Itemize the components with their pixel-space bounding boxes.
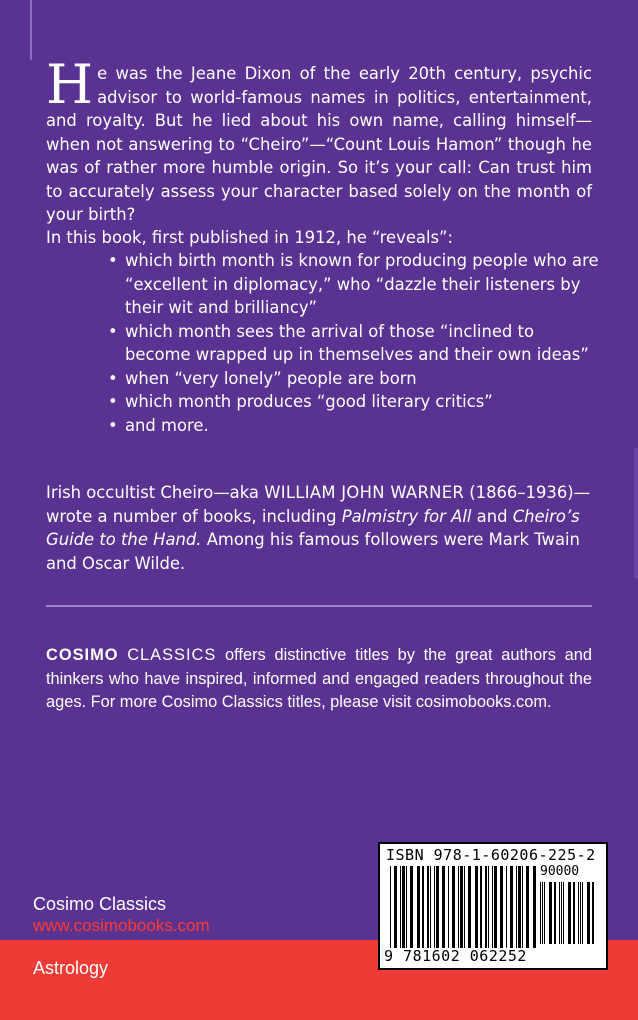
barcode-bar xyxy=(510,866,513,948)
barcode-bar xyxy=(542,882,543,944)
barcode-bar xyxy=(573,882,575,944)
barcode-digits: 9 781602 062252 xyxy=(384,947,527,965)
book-title: Cheiro’s Guide to the Hand. xyxy=(46,506,580,549)
barcode-bars xyxy=(390,866,540,948)
price-addon: 90000 xyxy=(540,864,580,879)
barcode-bar xyxy=(460,866,463,948)
barcode-bar xyxy=(492,866,493,948)
barcode-bar xyxy=(522,866,523,948)
barcode-bar xyxy=(526,866,529,948)
barcode-bar xyxy=(500,866,503,948)
list-item xyxy=(108,249,600,320)
brand-series: CLASSICS xyxy=(127,646,217,664)
drop-cap: H xyxy=(46,53,94,116)
promo-text: offers distinctive titles by the great authors and thinkers who have inspired, informed and engaged readers throughout the ages. For more Cosimo Classics titles, please visit cosimobooks.com. xyxy=(46,646,592,711)
barcode-bar xyxy=(468,866,471,948)
barcode-bar xyxy=(582,882,583,944)
barcode-bar xyxy=(464,866,465,948)
barcode-bar xyxy=(406,866,407,948)
bullet-icon: • xyxy=(108,368,118,388)
barcode-bar xyxy=(427,866,429,948)
barcode-bar xyxy=(516,866,517,948)
barcode-bar xyxy=(554,882,556,944)
barcode xyxy=(378,842,608,970)
list-item xyxy=(108,367,600,391)
bullet-icon: • xyxy=(108,415,118,435)
author-bio xyxy=(46,481,596,575)
publisher-promo xyxy=(46,644,592,715)
barcode-bar xyxy=(436,866,439,948)
barcode-bar xyxy=(533,866,536,948)
barcode-bar xyxy=(480,866,482,948)
list-item xyxy=(108,390,600,414)
list-item-text: which birth month is known for producing people who are “excellent in diplomacy,” who “dazzle their listeners by their wit and brilliancy” xyxy=(125,251,599,317)
barcode-bar xyxy=(475,866,478,948)
barcode-bar xyxy=(422,866,424,948)
barcode-bar xyxy=(563,882,564,944)
barcode-bar xyxy=(549,882,552,944)
list-item-text: which month produces “good literary critics” xyxy=(125,392,493,411)
barcode-bar xyxy=(488,866,489,948)
list-item xyxy=(108,320,600,367)
spine-line xyxy=(30,0,32,60)
author-name: WILLIAM JOHN WARNER xyxy=(264,483,465,502)
edge-mark xyxy=(634,448,638,578)
reveal-list xyxy=(108,249,600,437)
isbn-text: ISBN 978-1-60206-225-2 xyxy=(386,846,596,864)
barcode-bar xyxy=(485,866,487,948)
barcode-bar xyxy=(417,866,420,948)
list-item xyxy=(108,414,600,438)
barcode-bar xyxy=(587,882,590,944)
list-item-text: which month sees the arrival of those “inclined to become wrapped up in themselves and their own ideas” xyxy=(125,321,589,364)
barcode-bar xyxy=(400,866,401,948)
barcode-bar xyxy=(434,866,435,948)
book-title: Palmistry for All xyxy=(341,506,472,526)
barcode-bar xyxy=(402,866,405,948)
bio-text: Among his famous followers were Mark Twain and Oscar Wilde. xyxy=(46,530,580,573)
barcode-bar xyxy=(448,866,449,948)
barcode-bar xyxy=(559,882,560,944)
bullet-icon: • xyxy=(108,321,118,341)
divider xyxy=(46,605,592,607)
barcode-bar xyxy=(506,866,507,948)
bullet-icon: • xyxy=(108,251,118,270)
publisher-website: www.cosimobooks.com xyxy=(33,916,210,935)
barcode-bar xyxy=(592,882,594,944)
barcode-bar xyxy=(580,882,581,944)
barcode-bar xyxy=(561,882,562,944)
intro-paragraph xyxy=(46,53,592,227)
list-item-text: when “very lonely” people are born xyxy=(125,368,417,388)
intro-text: e was the Jeane Dixon of the early 20th century, psychic advisor to world-famous names in politics, entertainment, and royalty. But he lied about his own name, calling himself—when not answering to “Cheiro”—“Count Louis Hamon” though he was of rather more humble origin. So it’s your call: Can trust him to accurately assess your character based solely on the month of your birth? xyxy=(46,64,592,224)
barcode-bar xyxy=(390,866,391,948)
barcode-bar xyxy=(518,866,521,948)
addon-bars xyxy=(540,882,598,944)
bio-text: and xyxy=(471,506,513,526)
barcode-bar xyxy=(430,866,431,948)
barcode-bar xyxy=(458,866,459,948)
barcode-bar xyxy=(442,866,445,948)
bio-text: Irish occultist Cheiro—aka xyxy=(46,483,265,502)
barcode-bar xyxy=(540,882,541,944)
barcode-bar xyxy=(578,882,579,944)
list-item-text: and more. xyxy=(125,415,209,435)
bullet-icon: • xyxy=(108,392,118,411)
barcode-bar xyxy=(568,882,571,944)
barcode-bar xyxy=(394,866,397,948)
barcode-bar xyxy=(544,882,545,944)
publisher-name: Cosimo Classics xyxy=(33,894,167,914)
brand-name: COSIMO xyxy=(46,646,119,664)
lead-sentence: In this book, first published in 1912, he “reveals”: xyxy=(46,228,454,247)
barcode-bar xyxy=(494,866,497,948)
barcode-bar xyxy=(410,866,413,948)
category-label: Astrology xyxy=(33,958,109,978)
barcode-bar xyxy=(452,866,455,948)
bio-text: (1866–1936)—wrote a number of books, including xyxy=(46,483,591,526)
